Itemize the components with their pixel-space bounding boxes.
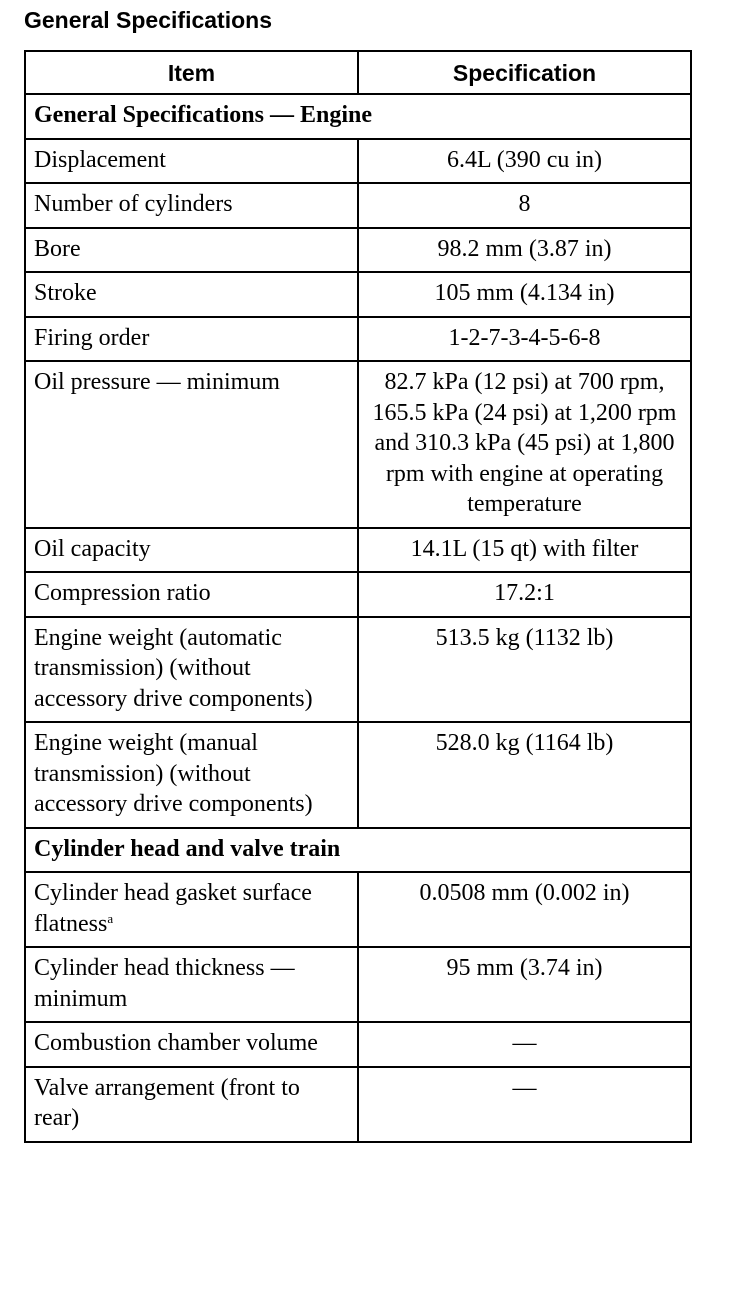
spec-item: Engine weight (manual transmission) (without accessory drive components): [25, 722, 358, 828]
spec-item: Bore: [25, 228, 358, 273]
spec-value: 1-2-7-3-4-5-6-8: [358, 317, 691, 362]
spec-item-text: Cylinder head gasket surface flatness: [34, 880, 312, 937]
table-row: [25, 361, 691, 528]
column-header-item: Item: [25, 51, 358, 94]
spec-value: 98.2 mm (3.87 in): [358, 228, 691, 273]
spec-value: 513.5 kg (1132 lb): [358, 617, 691, 723]
specifications-table: [24, 50, 692, 1143]
spec-item: Stroke: [25, 272, 358, 317]
spec-item: Engine weight (automatic transmission) (without accessory drive components): [25, 617, 358, 723]
spec-value: 528.0 kg (1164 lb): [358, 722, 691, 828]
spec-item: Number of cylinders: [25, 183, 358, 228]
spec-value: 95 mm (3.74 in): [358, 947, 691, 1022]
spec-item: Combustion chamber volume: [25, 1022, 358, 1067]
spec-value: —: [358, 1067, 691, 1142]
table-row: [25, 272, 691, 317]
table-row: [25, 1022, 691, 1067]
table-row: [25, 183, 691, 228]
table-row: [25, 872, 691, 947]
table-row: [25, 139, 691, 184]
table-header-row: [25, 51, 691, 94]
spec-value: 6.4L (390 cu in): [358, 139, 691, 184]
section-heading: Cylinder head and valve train: [25, 828, 691, 873]
spec-value: —: [358, 1022, 691, 1067]
table-row: [25, 947, 691, 1022]
spec-item: Oil capacity: [25, 528, 358, 573]
spec-value: 105 mm (4.134 in): [358, 272, 691, 317]
spec-item: Oil pressure — minimum: [25, 361, 358, 528]
page-title: General Specifications: [24, 7, 272, 33]
spec-value: 82.7 kPa (12 psi) at 700 rpm, 165.5 kPa (24 psi) at 1,200 rpm and 310.3 kPa (45 psi) at 1,800 rpm with engine at operating temperature: [358, 361, 691, 528]
spec-item: Valve arrangement (front to rear): [25, 1067, 358, 1142]
table-row: [25, 317, 691, 362]
table-row: [25, 617, 691, 723]
spec-value: 17.2:1: [358, 572, 691, 617]
spec-value: 14.1L (15 qt) with filter: [358, 528, 691, 573]
table-row: [25, 722, 691, 828]
spec-item: Cylinder head thickness — minimum: [25, 947, 358, 1022]
spec-item: Displacement: [25, 139, 358, 184]
spec-item: Firing order: [25, 317, 358, 362]
spec-item: Compression ratio: [25, 572, 358, 617]
spec-item: [25, 872, 358, 947]
table-row: [25, 572, 691, 617]
section-row: [25, 828, 691, 873]
column-header-specification: Specification: [358, 51, 691, 94]
section-heading: General Specifications — Engine: [25, 94, 691, 139]
table-row: [25, 228, 691, 273]
table-row: [25, 528, 691, 573]
spec-value: 0.0508 mm (0.002 in): [358, 872, 691, 947]
section-row: [25, 94, 691, 139]
table-row: [25, 1067, 691, 1142]
footnote-marker: a: [107, 910, 114, 926]
spec-value: 8: [358, 183, 691, 228]
